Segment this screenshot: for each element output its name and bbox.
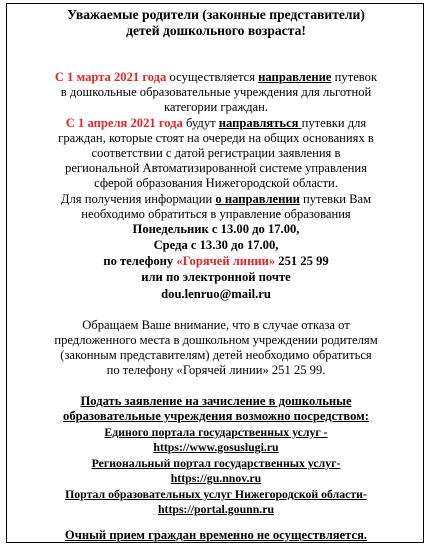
email-address xyxy=(0,287,432,301)
notice-line-4: по телефону «Горячей линии» 251 25 99. xyxy=(106,363,326,377)
notice-line-2: предложенного места в дошкольном учреждении родителям xyxy=(54,333,378,347)
portal-regional-url xyxy=(0,471,432,485)
info-line-1: Для получения информации о направлении путевки Вам xyxy=(60,192,372,206)
march-date: С 1 марта 2021 года xyxy=(54,70,167,84)
header-line-1 xyxy=(0,8,432,22)
portal-federal-url xyxy=(0,440,432,454)
header-line-2 xyxy=(0,24,432,38)
april-line-2: граждан, которые стоят на очереди на общих основаниях в xyxy=(58,131,374,145)
gounn-link[interactable]: https://portal.gounn.ru xyxy=(157,502,275,516)
march-line-2: в дошкольные образовательные учреждения для льготной xyxy=(60,85,372,99)
march-line-1: С 1 марта 2021 года осуществляется направление путевок xyxy=(54,70,378,84)
march-line-3: категории граждан. xyxy=(164,100,268,114)
portal-regional-name: Региональный портал государственных услуг- xyxy=(91,456,341,470)
april-keyword: направляться xyxy=(218,116,302,130)
info-keyword: о направлении xyxy=(215,192,300,206)
april-line-4: региональной Автоматизированной системе управления xyxy=(65,161,367,175)
april-line-3: соответствии с датой регистрации заявления в xyxy=(91,146,341,160)
portal-federal-name: Единого портала государственных услуг - xyxy=(104,425,328,439)
gosuslugi-link[interactable]: https://www.gosuslugi.ru xyxy=(153,440,279,454)
email-link[interactable]: dou.lenruo@mail.ru xyxy=(161,287,271,301)
march-keyword: направление xyxy=(258,70,332,84)
april-date: С 1 апреля 2021 года xyxy=(65,116,183,130)
portal-education-name: Портал образовательных услуг Нижегородской области- xyxy=(65,487,367,501)
april-line-1: С 1 апреля 2021 года будут направляться путевки для xyxy=(65,116,367,130)
apply-title-line-2: образовательные учреждения возможно посредством: xyxy=(63,409,369,423)
schedule-monday: Понедельник с 13.00 до 17.00, xyxy=(132,222,300,236)
portal-education-url xyxy=(0,502,432,516)
notice-line-3: (законным представителям) детей необходимо обратиться xyxy=(60,348,372,362)
hotline-phone: по телефону «Горячей линии» 251 25 99 xyxy=(103,254,329,268)
schedule-wednesday: Среда с 13.30 до 17.00, xyxy=(153,238,279,252)
apply-title-line-1: Подать заявление на зачисление в дошкольные xyxy=(80,394,352,408)
notice-line-1: Обращаем Ваше внимание, что в случае отказа от xyxy=(82,318,350,332)
email-intro: или по электронной почте xyxy=(141,270,291,284)
gu-nnov-link[interactable]: https://gu.nnov.ru xyxy=(170,471,262,485)
april-line-5: сферой образования Нижегородской области. xyxy=(94,176,338,190)
header-text: Уважаемые родители (законные представители) xyxy=(67,7,365,22)
header-text: детей дошкольного возраста! xyxy=(126,23,306,38)
hotline-label: «Горячей линии» xyxy=(176,254,276,268)
info-line-2: необходимо обратиться в управление образования xyxy=(81,207,351,221)
footer-notice: Очный прием граждан временно не осуществляется. xyxy=(64,528,368,542)
